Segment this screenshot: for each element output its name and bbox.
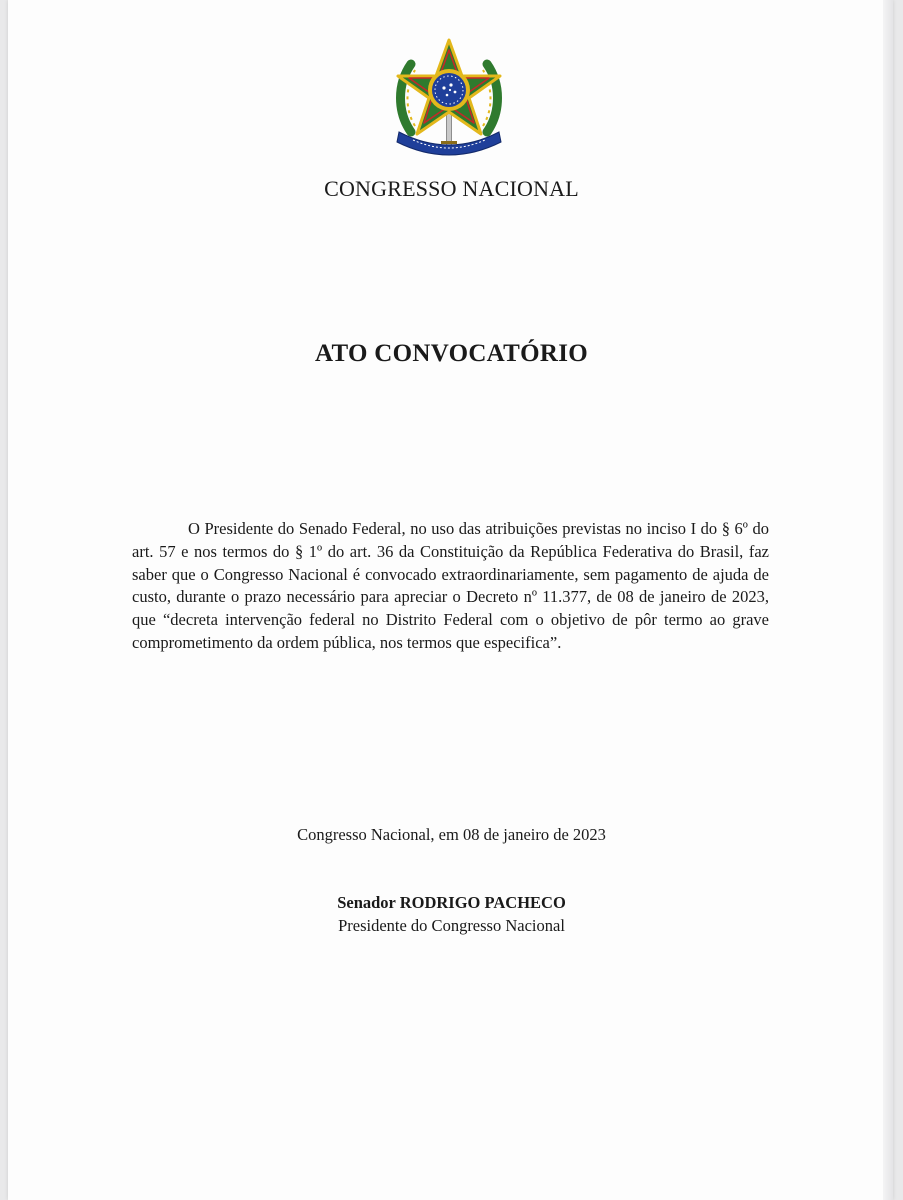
body-paragraph: O Presidente do Senado Federal, no uso das atribuições previstas no inciso I do § 6º do art. 57 e nos termos do § 1º do art. 36 da Constituição da República Federativa do Brasil, faz saber que o Congresso Nacional é convocado extraordinariamente, sem pagamento de ajuda de custo, durante o prazo necessário para apreciar o Decreto nº 11.377, de 08 de janeiro de 2023, que “decreta intervenção federal no Distrito Federal com o objetivo de pôr termo ao grave comprometimento da ordem pública, nos termos que especifica”. — [132, 519, 769, 652]
document-title: ATO CONVOCATÓRIO — [314, 340, 589, 367]
signer-role: Presidente do Congresso Nacional — [338, 916, 565, 935]
signer-name: Senador RODRIGO PACHECO — [337, 893, 566, 912]
place-date: Congresso Nacional, em 08 de janeiro de 2023 — [297, 825, 606, 844]
organization-title: CONGRESSO NACIONAL — [324, 176, 579, 201]
coat-of-arms-icon — [389, 36, 509, 156]
